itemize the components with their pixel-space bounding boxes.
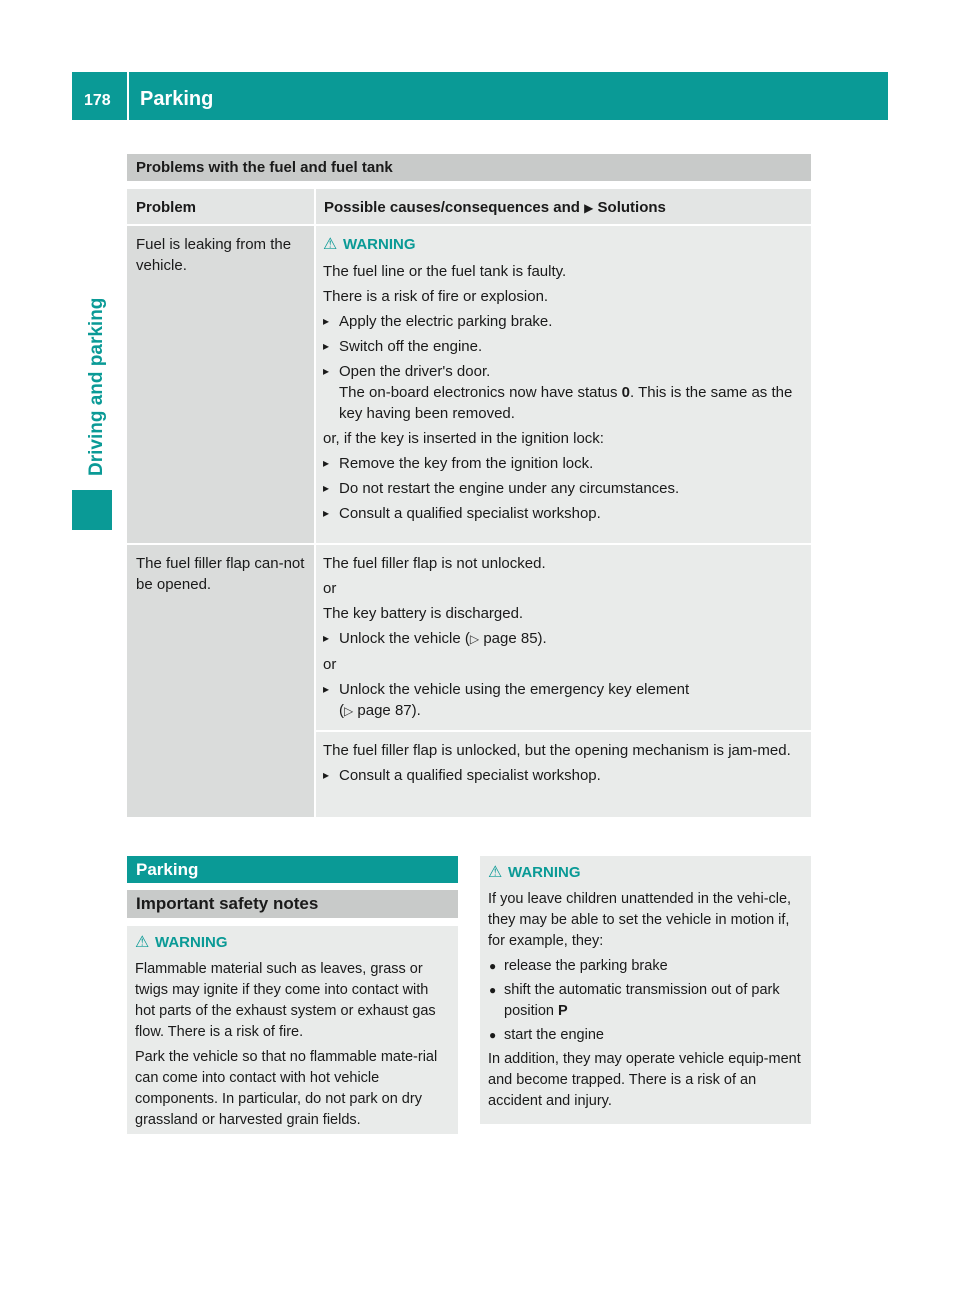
warning2-bullet3 [488, 1025, 805, 1046]
header-divider [127, 72, 129, 120]
column-header-solutions-suffix: Solutions [597, 199, 666, 216]
warning1-text2: Park the vehicle so that no flammable mate-rial can come into contact with hot vehicle components. In particular, do not park on dry grassland or harvested grain fields. [135, 1049, 438, 1128]
row1-warning-label: WARNING [343, 236, 416, 253]
step-arrow-icon: ▸ [323, 631, 330, 645]
warning2-bullet1 [488, 956, 805, 977]
page-reference-link[interactable]: page 85). [483, 630, 547, 647]
row1-problem-cell [127, 226, 314, 543]
row1-problem-text: Fuel is leaking from the vehicle. [136, 236, 292, 274]
side-tab-marker [72, 490, 112, 530]
row1-step3-note: The on-board electronics now have status [339, 384, 618, 401]
row1-step3-text: Open the driver's door. [339, 363, 491, 380]
warning1-text1: Flammable material such as leaves, grass or twigs may ignite if they come into contact with hot parts of the exhaust system or exhaust gas flow. There is a risk of fire. [135, 961, 436, 1040]
row1-line1: The fuel line or the fuel tank is faulty. [323, 263, 567, 280]
warning-triangle-icon: ⚠ [135, 934, 150, 951]
table-title: Problems with the fuel and fuel tank [127, 154, 811, 181]
step-arrow-icon: ▸ [323, 314, 330, 328]
row1-step3 [323, 361, 805, 424]
status-value: 0 [621, 384, 631, 401]
warning2-bullet3-text: start the engine [504, 1027, 604, 1043]
warning2-bullet2 [488, 980, 805, 1022]
page-title: Parking [140, 88, 214, 110]
page-reference-link[interactable]: page 87). [357, 702, 421, 719]
row2-line3: The fuel filler flap is unlocked, but the opening mechanism is jam-med. [323, 742, 791, 759]
row2-step2: ▸ Unlock the vehicle using the emergency key element (▷ page 87). [323, 679, 805, 722]
row1-warning-heading [323, 234, 805, 255]
column-header-solutions-prefix: Possible causes/consequences and [324, 199, 580, 216]
warning-box-flammable [127, 926, 458, 1134]
warning2-intro: If you leave children unattended in the vehi-cle, they may be able to set the vehicle in motion if, for example, they: [488, 891, 792, 949]
row1-step4-text: Remove the key from the ignition lock. [339, 455, 594, 472]
page-number: 178 [84, 92, 111, 109]
warning2-bullet2-text: shift the automatic transmission out of park position [504, 982, 780, 1019]
warning-box-children [480, 856, 811, 1124]
row1-solution-cell [316, 226, 811, 543]
step-arrow-icon: ▸ [323, 339, 330, 353]
warning2-outro: In addition, they may operate vehicle equip-ment and become trapped. There is a risk of an accident and injury. [488, 1051, 801, 1109]
warning1-heading [135, 932, 452, 953]
row2-step2-text: Unlock the vehicle using the emergency key element [339, 681, 690, 698]
warning-triangle-icon: ⚠ [323, 236, 338, 253]
step-arrow-icon: ▸ [323, 481, 330, 495]
row1-step6-text: Consult a qualified specialist workshop. [339, 505, 601, 522]
step-arrow-icon: ▸ [323, 364, 330, 378]
row1-line2: There is a risk of fire or explosion. [323, 288, 549, 305]
row1-step6 [323, 503, 805, 524]
gear-position-value: P [558, 1003, 568, 1019]
row2-solution-cell-b [316, 732, 811, 817]
bullet-icon: ● [489, 959, 497, 973]
row2-step1-text: Unlock the vehicle ( [339, 630, 470, 647]
row2-step3-text: Consult a qualified specialist workshop. [339, 767, 601, 784]
bullet-icon: ● [489, 1028, 497, 1042]
row2-line1: The fuel filler flap is not unlocked. [323, 555, 546, 572]
section-title-parking: Parking [127, 856, 458, 883]
step-arrow-icon: ▸ [323, 682, 330, 696]
row2-or2: or [323, 656, 337, 673]
row2-or1: or [323, 580, 337, 597]
side-tab-label: Driving and parking [86, 297, 107, 476]
subsection-title-safety: Important safety notes [127, 890, 458, 918]
warning2-label: WARNING [508, 864, 581, 881]
row2-problem-cell [127, 545, 314, 817]
row1-step2-text: Switch off the engine. [339, 338, 483, 355]
row1-step3-note-end: . This is the same as the key having been removed. [339, 384, 793, 422]
column-header-solutions [316, 189, 811, 224]
row1-step1 [323, 311, 805, 332]
bullet-icon: ● [489, 983, 497, 997]
row1-step1-text: Apply the electric parking brake. [339, 313, 553, 330]
row2-step3 [323, 765, 805, 786]
row1-step5 [323, 478, 805, 499]
warning1-label: WARNING [155, 934, 228, 951]
row2-solution-cell-a [316, 545, 811, 730]
row1-step2 [323, 336, 805, 357]
row2-problem-text: The fuel filler flap can-not be opened. [136, 555, 305, 593]
step-arrow-icon: ▸ [323, 456, 330, 470]
step-arrow-icon: ▶ [584, 201, 594, 215]
row1-alt: or, if the key is inserted in the ignition lock: [323, 430, 604, 447]
row2-line2: The key battery is discharged. [323, 605, 524, 622]
warning2-bullet1-text: release the parking brake [504, 958, 668, 974]
step-arrow-icon: ▸ [323, 768, 330, 782]
row1-step4 [323, 453, 805, 474]
page-reference-icon: ▷ [469, 632, 480, 646]
warning-triangle-icon: ⚠ [488, 864, 503, 881]
step-arrow-icon: ▸ [323, 506, 330, 520]
row2-step1 [323, 628, 805, 650]
warning2-heading [488, 862, 805, 883]
row1-step5-text: Do not restart the engine under any circumstances. [339, 480, 680, 497]
column-header-problem: Problem [127, 189, 314, 224]
page-reference-icon: ▷ [344, 704, 354, 718]
